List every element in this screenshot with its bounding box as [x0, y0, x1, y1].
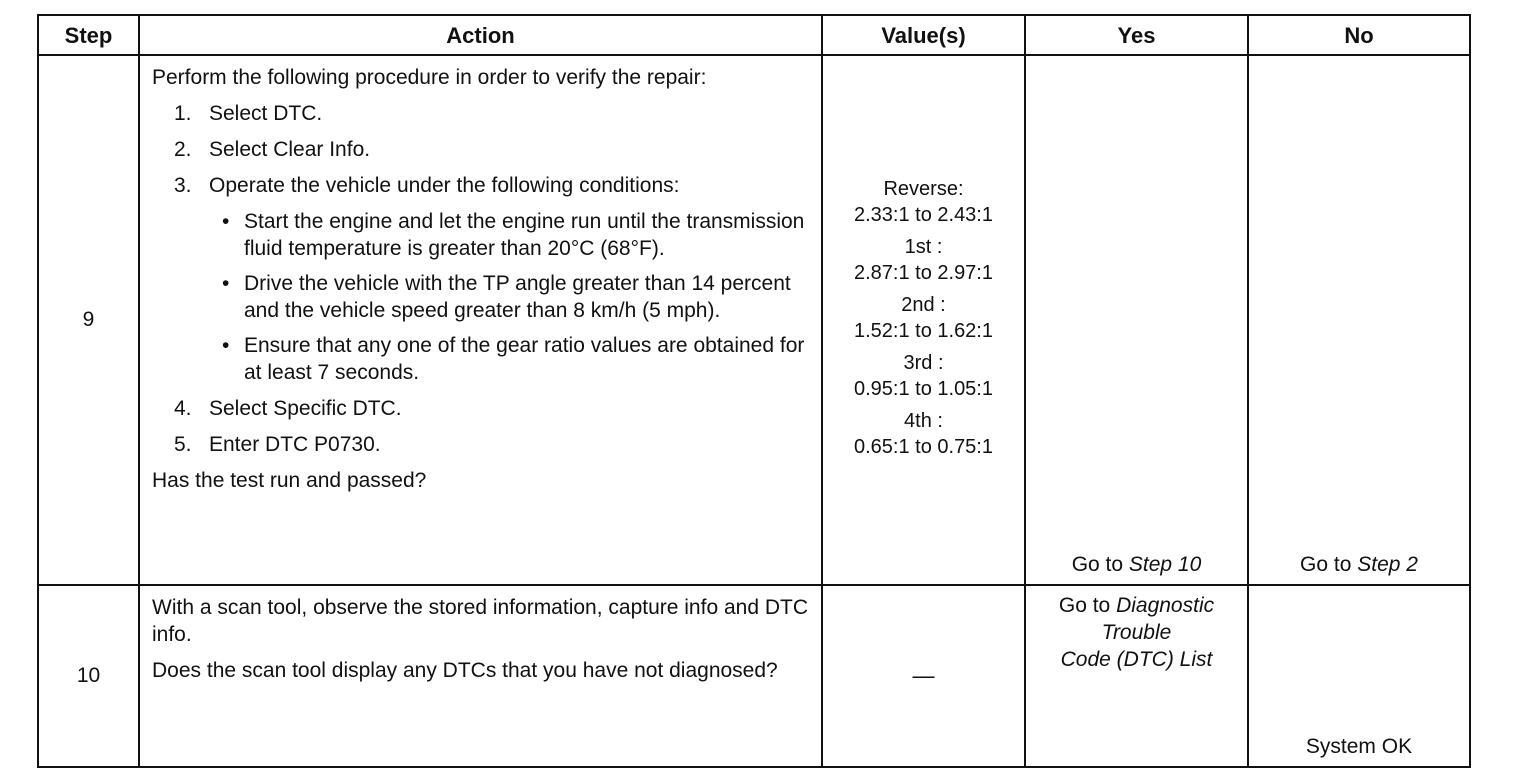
goto-target-line2: Trouble: [1101, 621, 1172, 644]
goto-target-line1: Diagnostic: [1116, 594, 1215, 617]
action-text: With a scan tool, observe the stored information, capture info and DTC info.: [152, 596, 808, 646]
gear-ratio-list: [823, 56, 1024, 460]
goto-target-line3: Code (DTC) List: [1060, 648, 1213, 671]
table-row-step-10: [38, 585, 1470, 767]
yes-goto[interactable]: [1072, 553, 1202, 576]
step-num: 1.: [174, 102, 192, 125]
gear-label: 1st :: [904, 236, 943, 258]
no-goto[interactable]: [1300, 553, 1418, 576]
bullet-icon: •: [222, 272, 230, 295]
step-question: Does the scan tool display any DTCs that you have not diagnosed?: [152, 659, 778, 682]
procedure-step: [152, 395, 811, 422]
condition-item: [209, 208, 811, 262]
procedure-intro: Perform the following procedure in order to verify the repair:: [152, 66, 707, 89]
gear-ratio: [823, 234, 1024, 286]
values-cell: [822, 585, 1025, 767]
gear-ratio: [823, 350, 1024, 402]
gear-range: 2.33:1 to 2.43:1: [853, 204, 993, 226]
action-cell: [139, 55, 822, 585]
procedure-step: [152, 431, 811, 458]
step-text: Select Specific DTC.: [209, 397, 402, 420]
goto-prefix: Go to: [1071, 553, 1129, 576]
step-text: Operate the vehicle under the following conditions:: [209, 174, 680, 197]
condition-list: [209, 208, 811, 386]
action-cell: [139, 585, 822, 767]
gear-label: 2nd :: [901, 294, 946, 316]
no-cell: [1248, 585, 1470, 767]
goto-prefix: Go to: [1300, 553, 1358, 576]
gear-range: 0.95:1 to 1.05:1: [853, 378, 993, 400]
step-text: Select Clear Info.: [209, 138, 371, 161]
condition-text: Start the engine and let the engine run until the transmission fluid temperature is greater than 20°C (68°F).: [244, 210, 805, 260]
header-action: Action: [139, 15, 822, 55]
step-number: 9: [38, 55, 139, 585]
step-text: Enter DTC P0730.: [209, 433, 381, 456]
step-text: Select DTC.: [209, 102, 323, 125]
gear-range: 0.65:1 to 0.75:1: [853, 436, 993, 458]
procedure-steps: [152, 100, 811, 458]
table-row-step-9: [38, 55, 1470, 585]
step-number: 10: [38, 585, 139, 767]
step-num: 2.: [174, 138, 192, 161]
yes-cell: [1025, 55, 1248, 585]
yes-cell: [1025, 585, 1248, 767]
empty-value-dash: —: [912, 662, 935, 688]
diagnostic-table: [37, 14, 1471, 768]
yes-goto[interactable]: [1026, 592, 1247, 673]
bullet-icon: •: [222, 210, 230, 233]
step-question: Has the test run and passed?: [152, 469, 427, 492]
header-yes: Yes: [1025, 15, 1248, 55]
procedure-step: [152, 100, 811, 127]
condition-item: [209, 270, 811, 324]
header-step: Step: [38, 15, 139, 55]
gear-ratio: [823, 292, 1024, 344]
gear-ratio: [823, 408, 1024, 460]
bullet-icon: •: [222, 334, 230, 357]
header-values: Value(s): [822, 15, 1025, 55]
gear-label: 3rd :: [903, 352, 944, 374]
gear-label: 4th :: [904, 410, 943, 432]
gear-range: 1.52:1 to 1.62:1: [853, 320, 993, 342]
condition-item: [209, 332, 811, 386]
gear-label: Reverse:: [883, 178, 964, 200]
step-num: 3.: [174, 174, 192, 197]
step-num: 5.: [174, 433, 192, 456]
goto-target: Step 10: [1128, 553, 1202, 576]
table-header-row: [38, 15, 1470, 55]
condition-text: Ensure that any one of the gear ratio values are obtained for at least 7 seconds.: [244, 334, 805, 384]
procedure-step: [152, 172, 811, 386]
values-cell: [822, 55, 1025, 585]
gear-range: 2.87:1 to 2.97:1: [853, 262, 993, 284]
no-cell: [1248, 55, 1470, 585]
procedure-step: [152, 136, 811, 163]
goto-prefix: Go to: [1058, 594, 1117, 617]
step-num: 4.: [174, 397, 192, 420]
condition-text: Drive the vehicle with the TP angle greater than 14 percent and the vehicle speed greater than 8 km/h (5 mph).: [244, 272, 791, 322]
goto-target: Step 2: [1357, 553, 1418, 576]
header-no: No: [1248, 15, 1470, 55]
system-ok-text: System OK: [1305, 735, 1413, 758]
gear-ratio: [823, 176, 1024, 228]
